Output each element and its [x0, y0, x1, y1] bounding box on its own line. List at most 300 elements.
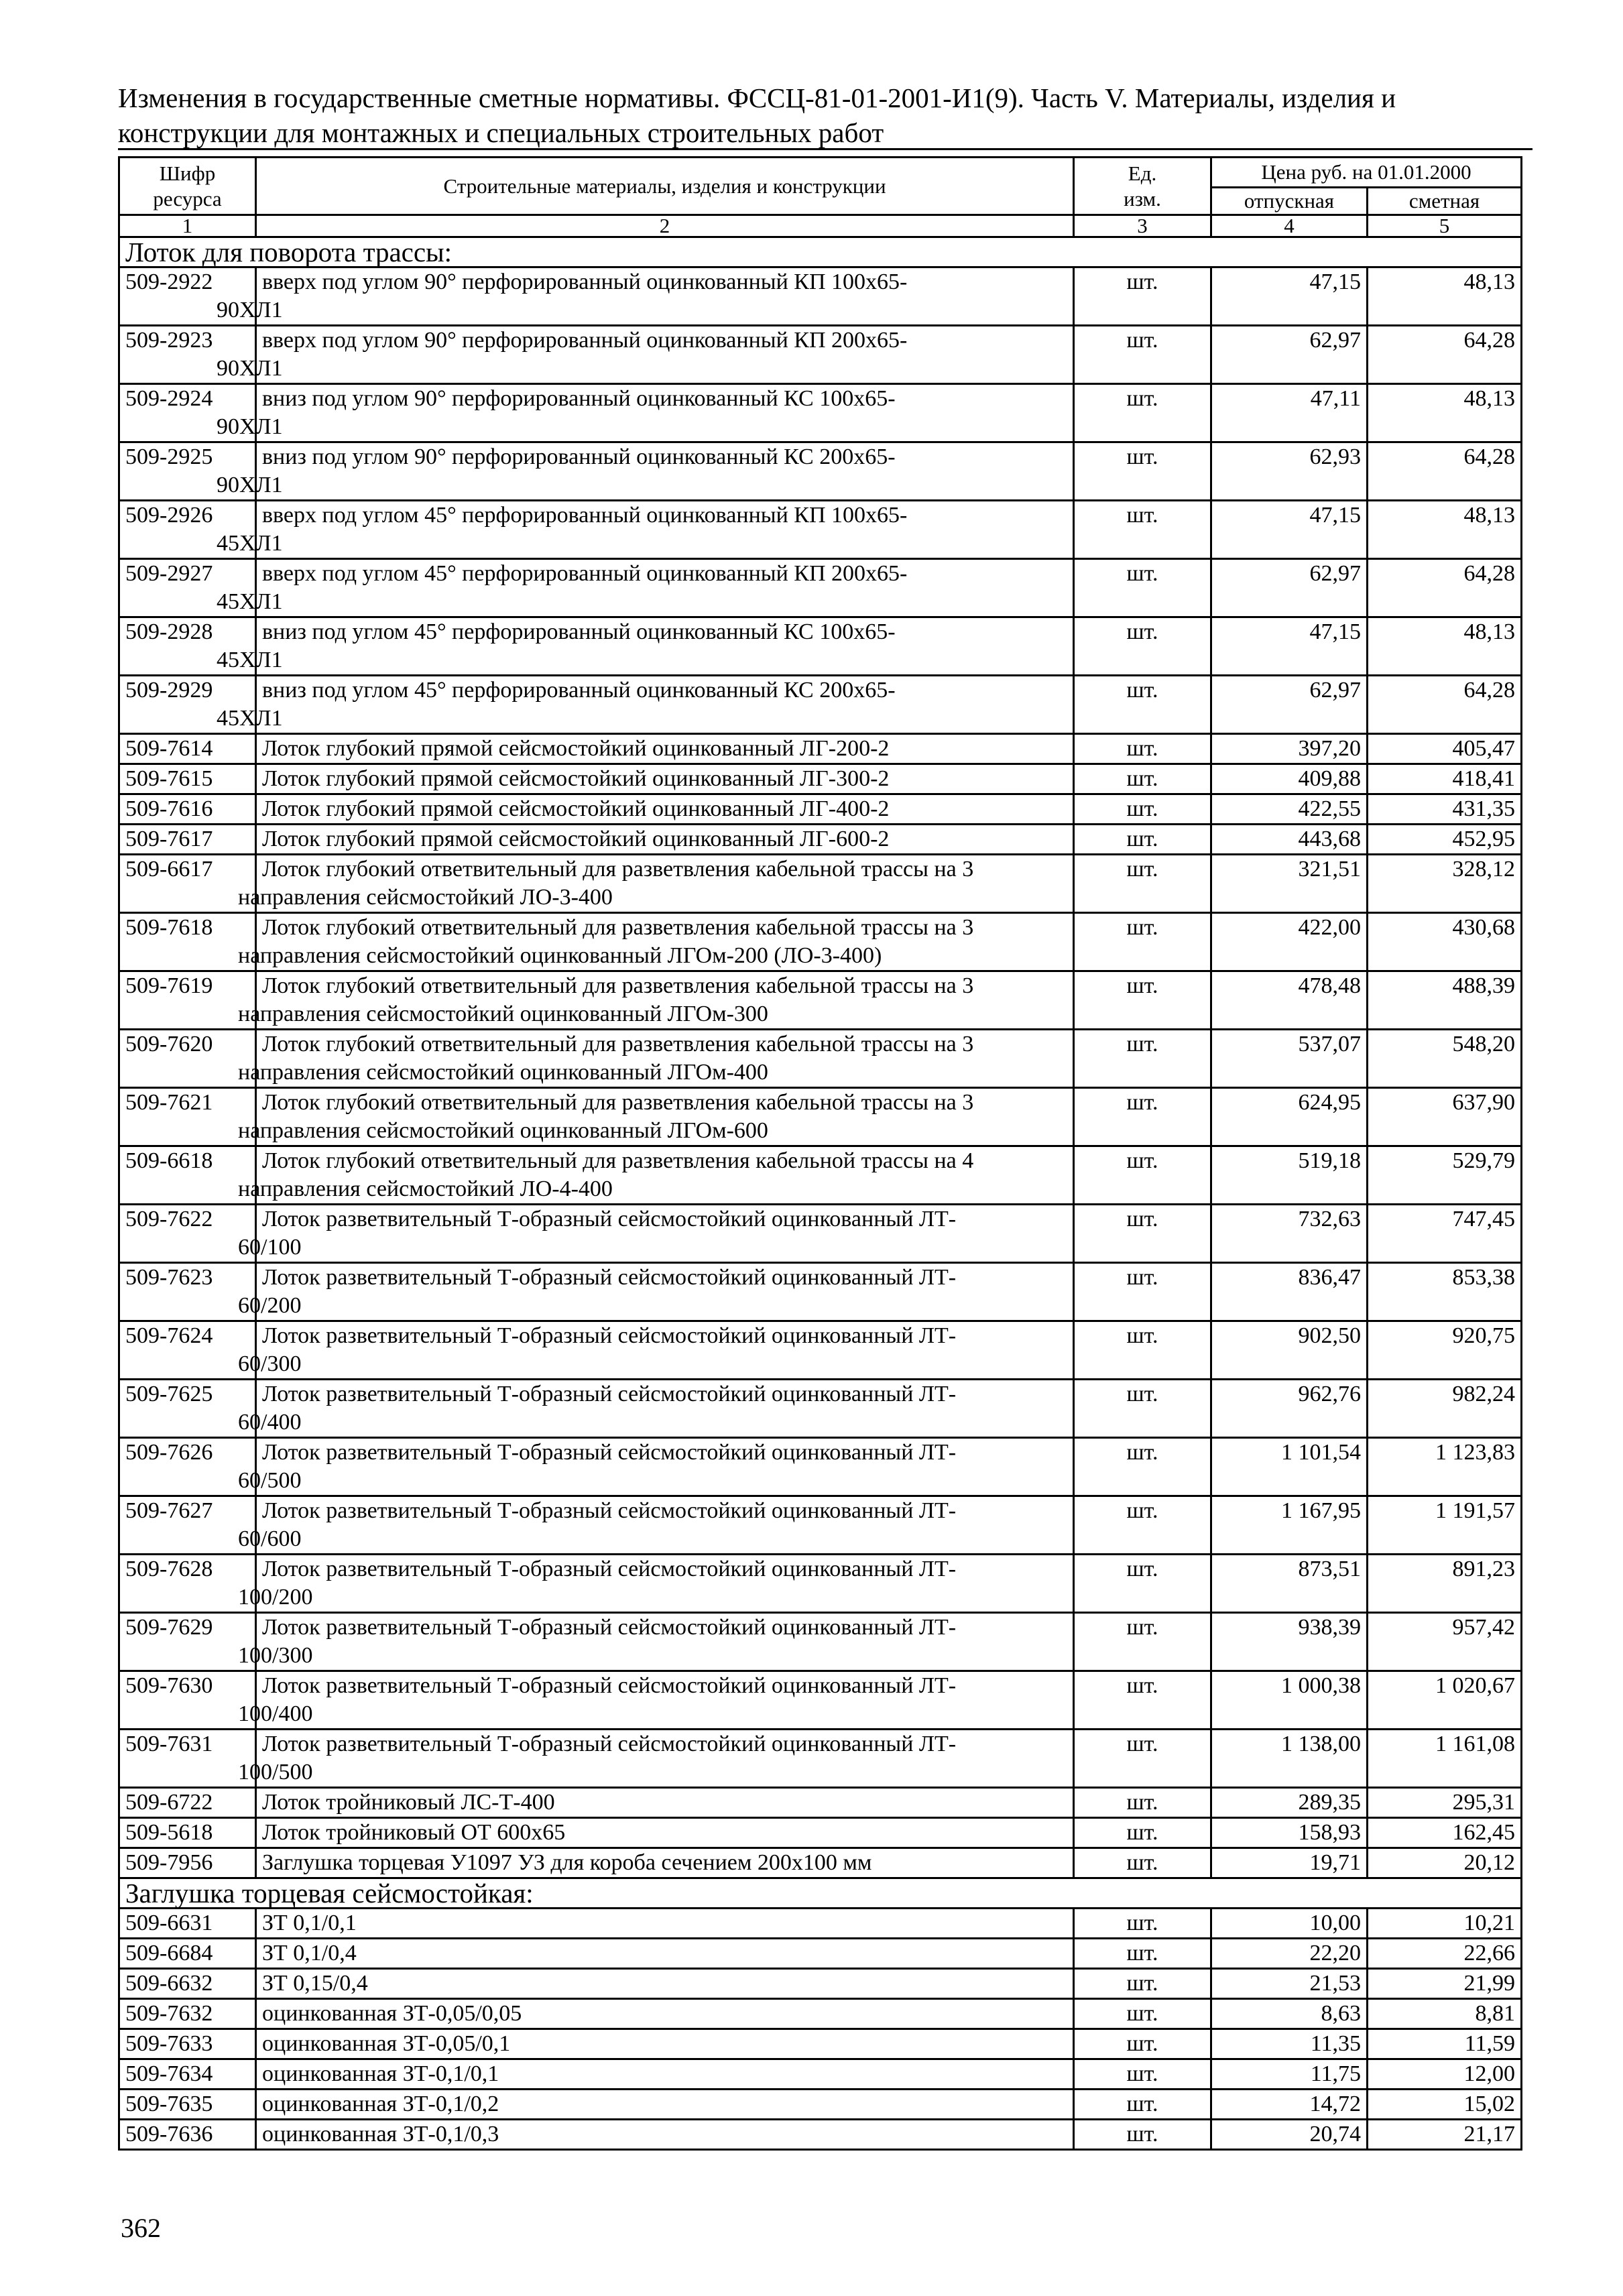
table-row [119, 326, 1522, 384]
material-name-line1: ЗТ 0,1/0,1 [262, 1911, 357, 1935]
unit-cell: шт. [1074, 1205, 1211, 1263]
price-release: 62,97 [1211, 676, 1368, 734]
material-name-line2: 100/400 [238, 1701, 313, 1726]
table-row [119, 1438, 1522, 1496]
unit-cell: шт. [1074, 442, 1211, 501]
price-release: 397,20 [1211, 734, 1368, 764]
material-name-line1: Лоток глубокий ответвительный для разветвления кабельной трассы на 4 [262, 1148, 974, 1173]
table-row [119, 734, 1522, 764]
resource-code: 509-7624 [119, 1321, 256, 1380]
header-code-line2: ресурса [153, 186, 222, 210]
price-release: 902,50 [1211, 1321, 1368, 1380]
material-name-line2: 100/500 [238, 1760, 313, 1785]
resource-code: 509-7632 [119, 1999, 256, 2029]
resource-code: 509-7618 [119, 913, 256, 971]
unit-cell: шт. [1074, 1848, 1211, 1878]
resource-code: 509-6631 [119, 1909, 256, 1939]
price-estimate: 488,39 [1368, 971, 1522, 1030]
material-name [256, 1788, 1074, 1818]
price-estimate: 64,28 [1368, 442, 1522, 501]
header-unit-line1: Ед. [1128, 161, 1157, 185]
price-release: 1 101,54 [1211, 1438, 1368, 1496]
table-row [119, 676, 1522, 734]
price-release: 962,76 [1211, 1380, 1368, 1438]
price-estimate: 22,66 [1368, 1939, 1522, 1969]
unit-cell: шт. [1074, 855, 1211, 913]
price-release: 8,63 [1211, 1999, 1368, 2029]
material-name-line1: оцинкованная ЗТ-0,1/0,3 [262, 2122, 499, 2147]
unit-cell: шт. [1074, 326, 1211, 384]
unit-cell: шт. [1074, 1030, 1211, 1088]
unit-cell: шт. [1074, 1613, 1211, 1671]
unit-cell: шт. [1074, 1909, 1211, 1939]
price-estimate: 853,38 [1368, 1263, 1522, 1321]
material-name-line2: 60/400 [238, 1410, 302, 1435]
price-table [118, 156, 1522, 2151]
price-estimate: 64,28 [1368, 326, 1522, 384]
material-name-line2: 60/600 [238, 1526, 302, 1551]
resource-code: 509-5618 [119, 1818, 256, 1848]
section-title: Заглушка торцевая сейсмостойкая: [119, 1878, 1522, 1909]
material-name [238, 1496, 1074, 1555]
price-release: 409,88 [1211, 764, 1368, 794]
material-name [256, 1969, 1074, 1999]
material-name-line2: 100/300 [238, 1643, 313, 1668]
material-name [256, 2090, 1074, 2120]
price-release: 537,07 [1211, 1030, 1368, 1088]
price-release: 22,20 [1211, 1939, 1368, 1969]
price-release: 14,72 [1211, 2090, 1368, 2120]
material-name-line1: ЗТ 0,15/0,4 [262, 1971, 368, 1996]
table-row [119, 855, 1522, 913]
price-release: 158,93 [1211, 1818, 1368, 1848]
material-name-line1: Лоток глубокий прямой сейсмостойкий оцинкованный ЛГ-600-2 [262, 827, 890, 851]
unit-cell: шт. [1074, 913, 1211, 971]
header-price-estimate: сметная [1368, 188, 1522, 215]
price-estimate: 20,12 [1368, 1848, 1522, 1878]
table-row [119, 1788, 1522, 1818]
unit-cell: шт. [1074, 501, 1211, 559]
material-name-line2: направления сейсмостойкий ЛО-3-400 [238, 885, 613, 910]
price-release: 624,95 [1211, 1088, 1368, 1146]
material-name-line1: оцинкованная ЗТ-0,1/0,1 [262, 2061, 499, 2086]
material-name [256, 734, 1074, 764]
header-unit-line2: изм. [1124, 186, 1161, 210]
price-estimate: 8,81 [1368, 1999, 1522, 2029]
price-estimate: 891,23 [1368, 1555, 1522, 1613]
price-release: 443,68 [1211, 825, 1368, 855]
material-name-line2: направления сейсмостойкий оцинкованный ЛГОм-200 (ЛО-3-400) [238, 943, 882, 968]
material-name-line1: Лоток разветвительный Т-образный сейсмостойкий оцинкованный ЛТ- [262, 1732, 957, 1756]
price-estimate: 48,13 [1368, 501, 1522, 559]
price-estimate: 15,02 [1368, 2090, 1522, 2120]
material-name [238, 1321, 1074, 1380]
material-name-line1: Заглушка торцевая У1097 УЗ для короба сечением 200х100 мм [262, 1850, 872, 1875]
unit-cell: шт. [1074, 559, 1211, 617]
resource-code: 509-2928 [119, 617, 256, 676]
table-row [119, 1909, 1522, 1939]
resource-code: 509-2929 [119, 676, 256, 734]
column-number: 3 [1074, 215, 1211, 237]
material-name-line1: Лоток разветвительный Т-образный сейсмостойкий оцинкованный ЛТ- [262, 1265, 957, 1290]
material-name [217, 559, 1074, 617]
price-release: 321,51 [1211, 855, 1368, 913]
material-name-line2: направления сейсмостойкий ЛО-4-400 [238, 1176, 613, 1201]
material-name [256, 825, 1074, 855]
table-row [119, 1146, 1522, 1205]
material-name-line1: Лоток разветвительный Т-образный сейсмостойкий оцинкованный ЛТ- [262, 1557, 957, 1581]
material-name-line1: вверх под углом 45° перфорированный оцинкованный КП 200х65- [262, 561, 908, 586]
column-number: 1 [119, 215, 256, 237]
unit-cell: шт. [1074, 2090, 1211, 2120]
unit-cell: шт. [1074, 1939, 1211, 1969]
section-row [119, 1878, 1522, 1909]
price-release: 10,00 [1211, 1909, 1368, 1939]
unit-cell: шт. [1074, 1969, 1211, 1999]
table-row [119, 1030, 1522, 1088]
material-name [238, 1671, 1074, 1730]
table-row [119, 2029, 1522, 2059]
price-estimate: 430,68 [1368, 913, 1522, 971]
price-estimate: 21,17 [1368, 2120, 1522, 2150]
material-name [256, 794, 1074, 825]
material-name-line1: ЗТ 0,1/0,4 [262, 1941, 357, 1966]
price-release: 62,93 [1211, 442, 1368, 501]
price-release: 20,74 [1211, 2120, 1368, 2150]
price-release: 47,15 [1211, 501, 1368, 559]
price-estimate: 48,13 [1368, 267, 1522, 326]
header-price-group: Цена руб. на 01.01.2000 [1211, 158, 1522, 188]
price-estimate: 21,99 [1368, 1969, 1522, 1999]
price-release: 289,35 [1211, 1788, 1368, 1818]
material-name-line1: вниз под углом 90° перфорированный оцинкованный КС 200х65- [262, 444, 896, 469]
resource-code: 509-7626 [119, 1438, 256, 1496]
table-row [119, 1321, 1522, 1380]
price-release: 836,47 [1211, 1263, 1368, 1321]
resource-code: 509-2927 [119, 559, 256, 617]
resource-code: 509-7628 [119, 1555, 256, 1613]
price-release: 478,48 [1211, 971, 1368, 1030]
price-release: 1 000,38 [1211, 1671, 1368, 1730]
unit-cell: шт. [1074, 384, 1211, 442]
resource-code: 509-7627 [119, 1496, 256, 1555]
price-estimate: 1 123,83 [1368, 1438, 1522, 1496]
material-name-line1: оцинкованная ЗТ-0,05/0,1 [262, 2031, 511, 2056]
material-name-line2: 60/500 [238, 1468, 302, 1493]
material-name-line1: вниз под углом 90° перфорированный оцинкованный КС 100х65- [262, 386, 896, 411]
table-row [119, 2090, 1522, 2120]
unit-cell: шт. [1074, 1146, 1211, 1205]
unit-cell: шт. [1074, 1263, 1211, 1321]
unit-cell: шт. [1074, 734, 1211, 764]
price-estimate: 295,31 [1368, 1788, 1522, 1818]
material-name-line2: 45ХЛ1 [217, 531, 283, 556]
material-name [217, 326, 1074, 384]
price-release: 938,39 [1211, 1613, 1368, 1671]
material-name [238, 855, 1074, 913]
price-estimate: 64,28 [1368, 676, 1522, 734]
material-name-line1: оцинкованная ЗТ-0,05/0,05 [262, 2001, 522, 2026]
material-name-line2: 60/300 [238, 1351, 302, 1376]
material-name-line1: вниз под углом 45° перфорированный оцинкованный КС 200х65- [262, 678, 896, 703]
price-estimate: 405,47 [1368, 734, 1522, 764]
resource-code: 509-2926 [119, 501, 256, 559]
price-estimate: 1 020,67 [1368, 1671, 1522, 1730]
material-name [238, 1438, 1074, 1496]
price-release: 1 138,00 [1211, 1730, 1368, 1788]
material-name-line2: направления сейсмостойкий оцинкованный ЛГОм-300 [238, 1002, 768, 1026]
material-name [256, 764, 1074, 794]
price-estimate: 10,21 [1368, 1909, 1522, 1939]
material-name [256, 1818, 1074, 1848]
price-estimate: 162,45 [1368, 1818, 1522, 1848]
resource-code: 509-7616 [119, 794, 256, 825]
resource-code: 509-7625 [119, 1380, 256, 1438]
material-name [256, 1848, 1074, 1878]
table-row [119, 1613, 1522, 1671]
resource-code: 509-2925 [119, 442, 256, 501]
unit-cell: шт. [1074, 1380, 1211, 1438]
material-name-line1: вверх под углом 90° перфорированный оцинкованный КП 100х65- [262, 269, 908, 294]
column-number: 5 [1368, 215, 1522, 237]
material-name-line1: вниз под углом 45° перфорированный оцинкованный КС 100х65- [262, 619, 896, 644]
price-release: 11,75 [1211, 2059, 1368, 2090]
price-release: 1 167,95 [1211, 1496, 1368, 1555]
material-name-line2: 100/200 [238, 1585, 313, 1610]
material-name-line2: направления сейсмостойкий оцинкованный ЛГОм-600 [238, 1118, 768, 1143]
price-estimate: 1 191,57 [1368, 1496, 1522, 1555]
material-name-line1: Лоток разветвительный Т-образный сейсмостойкий оцинкованный ЛТ- [262, 1498, 957, 1523]
material-name-line2: 90ХЛ1 [217, 356, 283, 381]
resource-code: 509-7636 [119, 2120, 256, 2150]
material-name-line1: вверх под углом 45° перфорированный оцинкованный КП 100х65- [262, 503, 908, 528]
table-row [119, 1496, 1522, 1555]
resource-code: 509-7629 [119, 1613, 256, 1671]
material-name [256, 2059, 1074, 2090]
price-estimate: 957,42 [1368, 1613, 1522, 1671]
unit-cell: шт. [1074, 1438, 1211, 1496]
price-estimate: 48,13 [1368, 617, 1522, 676]
material-name [217, 384, 1074, 442]
table-row [119, 1818, 1522, 1848]
table-row [119, 1939, 1522, 1969]
resource-code: 509-7621 [119, 1088, 256, 1146]
table-row [119, 1555, 1522, 1613]
resource-code: 509-6618 [119, 1146, 256, 1205]
price-estimate: 48,13 [1368, 384, 1522, 442]
material-name [238, 1263, 1074, 1321]
resource-code: 509-7615 [119, 764, 256, 794]
table-row [119, 1848, 1522, 1878]
material-name [256, 2120, 1074, 2150]
header-name: Строительные материалы, изделия и конструкции [256, 158, 1074, 215]
resource-code: 509-7633 [119, 2029, 256, 2059]
price-estimate: 529,79 [1368, 1146, 1522, 1205]
unit-cell: шт. [1074, 1555, 1211, 1613]
price-estimate: 431,35 [1368, 794, 1522, 825]
column-number: 4 [1211, 215, 1368, 237]
material-name [256, 1999, 1074, 2029]
material-name [256, 1939, 1074, 1969]
resource-code: 509-6632 [119, 1969, 256, 1999]
material-name-line2: 60/200 [238, 1293, 302, 1318]
material-name [238, 1730, 1074, 1788]
header-unit [1074, 158, 1211, 215]
table-row [119, 2120, 1522, 2150]
table-row [119, 617, 1522, 676]
material-name-line1: вверх под углом 90° перфорированный оцинкованный КП 200х65- [262, 328, 908, 353]
material-name-line2: 45ХЛ1 [217, 706, 283, 731]
material-name-line1: Лоток разветвительный Т-образный сейсмостойкий оцинкованный ЛТ- [262, 1382, 957, 1406]
price-release: 62,97 [1211, 559, 1368, 617]
material-name [238, 1380, 1074, 1438]
material-name-line1: Лоток глубокий ответвительный для разветвления кабельной трассы на 3 [262, 1032, 974, 1056]
header-code [119, 158, 256, 215]
unit-cell: шт. [1074, 794, 1211, 825]
material-name-line1: Лоток разветвительный Т-образный сейсмостойкий оцинкованный ЛТ- [262, 1207, 957, 1231]
material-name-line2: 90ХЛ1 [217, 473, 283, 497]
unit-cell: шт. [1074, 825, 1211, 855]
table-row [119, 501, 1522, 559]
table-row [119, 1380, 1522, 1438]
unit-cell: шт. [1074, 1999, 1211, 2029]
page-number: 362 [121, 2213, 161, 2243]
unit-cell: шт. [1074, 267, 1211, 326]
resource-code: 509-7617 [119, 825, 256, 855]
price-estimate: 452,95 [1368, 825, 1522, 855]
material-name-line1: Лоток глубокий ответвительный для разветвления кабельной трассы на 3 [262, 915, 974, 940]
column-number: 2 [256, 215, 1074, 237]
price-estimate: 418,41 [1368, 764, 1522, 794]
unit-cell: шт. [1074, 2120, 1211, 2150]
table-row [119, 384, 1522, 442]
material-name-line1: Лоток разветвительный Т-образный сейсмостойкий оцинкованный ЛТ- [262, 1440, 957, 1465]
table-row [119, 442, 1522, 501]
unit-cell: шт. [1074, 764, 1211, 794]
unit-cell: шт. [1074, 1088, 1211, 1146]
table-row [119, 1263, 1522, 1321]
resource-code: 509-2922 [119, 267, 256, 326]
material-name [238, 971, 1074, 1030]
unit-cell: шт. [1074, 1321, 1211, 1380]
resource-code: 509-7956 [119, 1848, 256, 1878]
material-name-line1: Лоток глубокий прямой сейсмостойкий оцинкованный ЛГ-400-2 [262, 796, 890, 821]
material-name-line1: оцинкованная ЗТ-0,1/0,2 [262, 2092, 499, 2116]
table-row [119, 971, 1522, 1030]
material-name [256, 1909, 1074, 1939]
unit-cell: шт. [1074, 1818, 1211, 1848]
table-row [119, 1205, 1522, 1263]
price-estimate: 747,45 [1368, 1205, 1522, 1263]
resource-code: 509-6722 [119, 1788, 256, 1818]
price-estimate: 1 161,08 [1368, 1730, 1522, 1788]
unit-cell: шт. [1074, 617, 1211, 676]
price-release: 422,55 [1211, 794, 1368, 825]
material-name-line1: Лоток тройниковый ОТ 600х65 [262, 1820, 566, 1845]
material-name-line1: Лоток тройниковый ЛС-Т-400 [262, 1790, 555, 1815]
table-row [119, 913, 1522, 971]
price-release: 11,35 [1211, 2029, 1368, 2059]
document-title: Изменения в государственные сметные нормативы. ФССЦ-81-01-2001-И1(9). Часть V. Материалы, изделия и конструкции для монтажных и специальных строительных работ [118, 82, 1396, 148]
table-row [119, 1969, 1522, 1999]
header-price-release: отпускная [1211, 188, 1368, 215]
table-row [119, 1730, 1522, 1788]
resource-code: 509-7635 [119, 2090, 256, 2120]
material-name-line1: Лоток разветвительный Т-образный сейсмостойкий оцинкованный ЛТ- [262, 1323, 957, 1348]
title-underline [118, 148, 1532, 150]
table-row [119, 1088, 1522, 1146]
section-title: Лоток для поворота трассы: [119, 237, 1522, 267]
price-estimate: 64,28 [1368, 559, 1522, 617]
header-code-line1: Шифр [159, 161, 216, 185]
price-release: 21,53 [1211, 1969, 1368, 1999]
unit-cell: шт. [1074, 971, 1211, 1030]
table-row [119, 1999, 1522, 2029]
price-release: 19,71 [1211, 1848, 1368, 1878]
table-row [119, 764, 1522, 794]
resource-code: 509-7631 [119, 1730, 256, 1788]
material-name-line2: 45ХЛ1 [217, 648, 283, 672]
unit-cell: шт. [1074, 1788, 1211, 1818]
unit-cell: шт. [1074, 2059, 1211, 2090]
unit-cell: шт. [1074, 1496, 1211, 1555]
unit-cell: шт. [1074, 1671, 1211, 1730]
material-name-line1: Лоток глубокий прямой сейсмостойкий оцинкованный ЛГ-200-2 [262, 736, 890, 761]
table-row [119, 825, 1522, 855]
table-row [119, 1671, 1522, 1730]
material-name [238, 1205, 1074, 1263]
material-name [238, 1030, 1074, 1088]
material-name [238, 1088, 1074, 1146]
section-row [119, 237, 1522, 267]
resource-code: 509-7622 [119, 1205, 256, 1263]
resource-code: 509-7614 [119, 734, 256, 764]
price-release: 873,51 [1211, 1555, 1368, 1613]
resource-code: 509-7619 [119, 971, 256, 1030]
unit-cell: шт. [1074, 676, 1211, 734]
material-name-line2: 90ХЛ1 [217, 414, 283, 439]
price-release: 47,11 [1211, 384, 1368, 442]
price-estimate: 637,90 [1368, 1088, 1522, 1146]
resource-code: 509-2924 [119, 384, 256, 442]
material-name-line2: 45ХЛ1 [217, 589, 283, 614]
unit-cell: шт. [1074, 1730, 1211, 1788]
material-name [217, 501, 1074, 559]
price-estimate: 11,59 [1368, 2029, 1522, 2059]
resource-code: 509-6684 [119, 1939, 256, 1969]
price-estimate: 328,12 [1368, 855, 1522, 913]
price-release: 519,18 [1211, 1146, 1368, 1205]
price-estimate: 920,75 [1368, 1321, 1522, 1380]
table-row [119, 794, 1522, 825]
material-name-line2: направления сейсмостойкий оцинкованный ЛГОм-400 [238, 1060, 768, 1085]
price-release: 732,63 [1211, 1205, 1368, 1263]
table-row [119, 267, 1522, 326]
material-name-line1: Лоток разветвительный Т-образный сейсмостойкий оцинкованный ЛТ- [262, 1615, 957, 1640]
resource-code: 509-7623 [119, 1263, 256, 1321]
material-name [217, 442, 1074, 501]
resource-code: 509-7620 [119, 1030, 256, 1088]
material-name [238, 913, 1074, 971]
material-name [238, 1555, 1074, 1613]
table-body [119, 237, 1522, 2150]
material-name-line1: Лоток разветвительный Т-образный сейсмостойкий оцинкованный ЛТ- [262, 1673, 957, 1698]
material-name-line1: Лоток глубокий прямой сейсмостойкий оцинкованный ЛГ-300-2 [262, 766, 890, 791]
material-name [217, 676, 1074, 734]
material-name [238, 1613, 1074, 1671]
resource-code: 509-6617 [119, 855, 256, 913]
material-name-line2: 90ХЛ1 [217, 298, 283, 322]
